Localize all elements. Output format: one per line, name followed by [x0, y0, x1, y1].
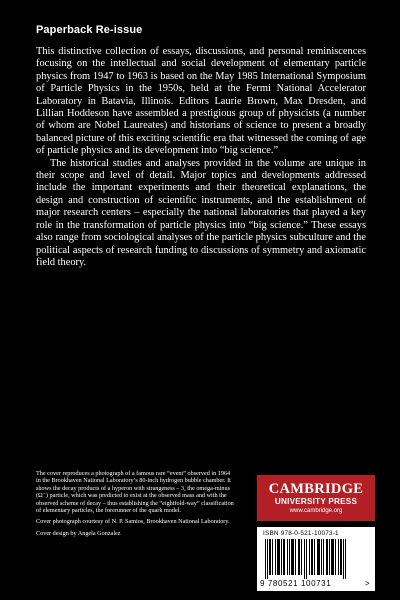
barcode-icon — [265, 539, 351, 579]
cover-credits — [36, 470, 236, 541]
barcode-panel — [257, 527, 375, 591]
blurb-paragraph-2: The historical studies and analyses provided in the volume are unique in their scope and level of detail. Major topics and developments addressed include the important experiments and their theoretical explanations, the design and construction of scientific instruments, and the establishment of major research centers – especially the national laboratories that played a key role in the transformation of particle physics into “big science.” These essays also range from sociological analyses of the particle physics subculture and the political aspects of research funding to discussions of symmetry and axiomatic field theory. — [36, 157, 366, 268]
isbn-label: ISBN 978-0-521-10073-1 — [263, 530, 339, 537]
edition-heading: Paperback Re-issue — [36, 24, 143, 36]
publisher-name: CAMBRIDGE — [268, 480, 364, 497]
publisher-press: UNIVERSITY PRESS — [274, 496, 358, 506]
cover-description: The cover reproduces a photograph of a famous rare “event” observed in 1964 in the Brookhaven National Laboratory’s 80-inch hydrogen bubble chamber. It shows the decay products of a hyperon with strangeness – 3, the omega-minus (Ω⁻) particle, which was predicted to exist at the observed mass and with the observed scheme of decay – thus establishing the “eightfold-way” classification of elementary particles, the forerunner of the quark model. — [36, 470, 234, 515]
design-credit: Cover design by Angela Gonzalez — [36, 529, 121, 537]
back-cover-blurb — [36, 46, 366, 269]
blurb-paragraph-1: This distinctive collection of essays, discussions, and personal reminiscences focusing on the intellectual and social development of elementary particle physics from 1947 to 1963 is based on the May 1985 International Symposium of Particle Physics in the 1950s, held at the Fermi National Accelerator Laboratory in Batavia, Illinois. Editors Laurie Brown, Max Dresden, and Lillian Hoddeson have assembled a prestigious group of physicists (a number of whom are Nobel Laureates) and historians of science to present a broadly balanced picture of this exciting scientific era that witnessed the coming of age of particle physics and its development into “big science.” — [36, 46, 366, 157]
barcode-addon-marker: > — [365, 579, 370, 588]
publisher-url: www.cambridge.org — [289, 507, 343, 514]
photo-credit: Cover photograph courtesy of N. P. Samios, Brookhaven National Laboratory. — [36, 518, 230, 526]
publisher-logo — [257, 475, 375, 521]
barcode-digits: 9 780521 100731 — [260, 579, 332, 588]
